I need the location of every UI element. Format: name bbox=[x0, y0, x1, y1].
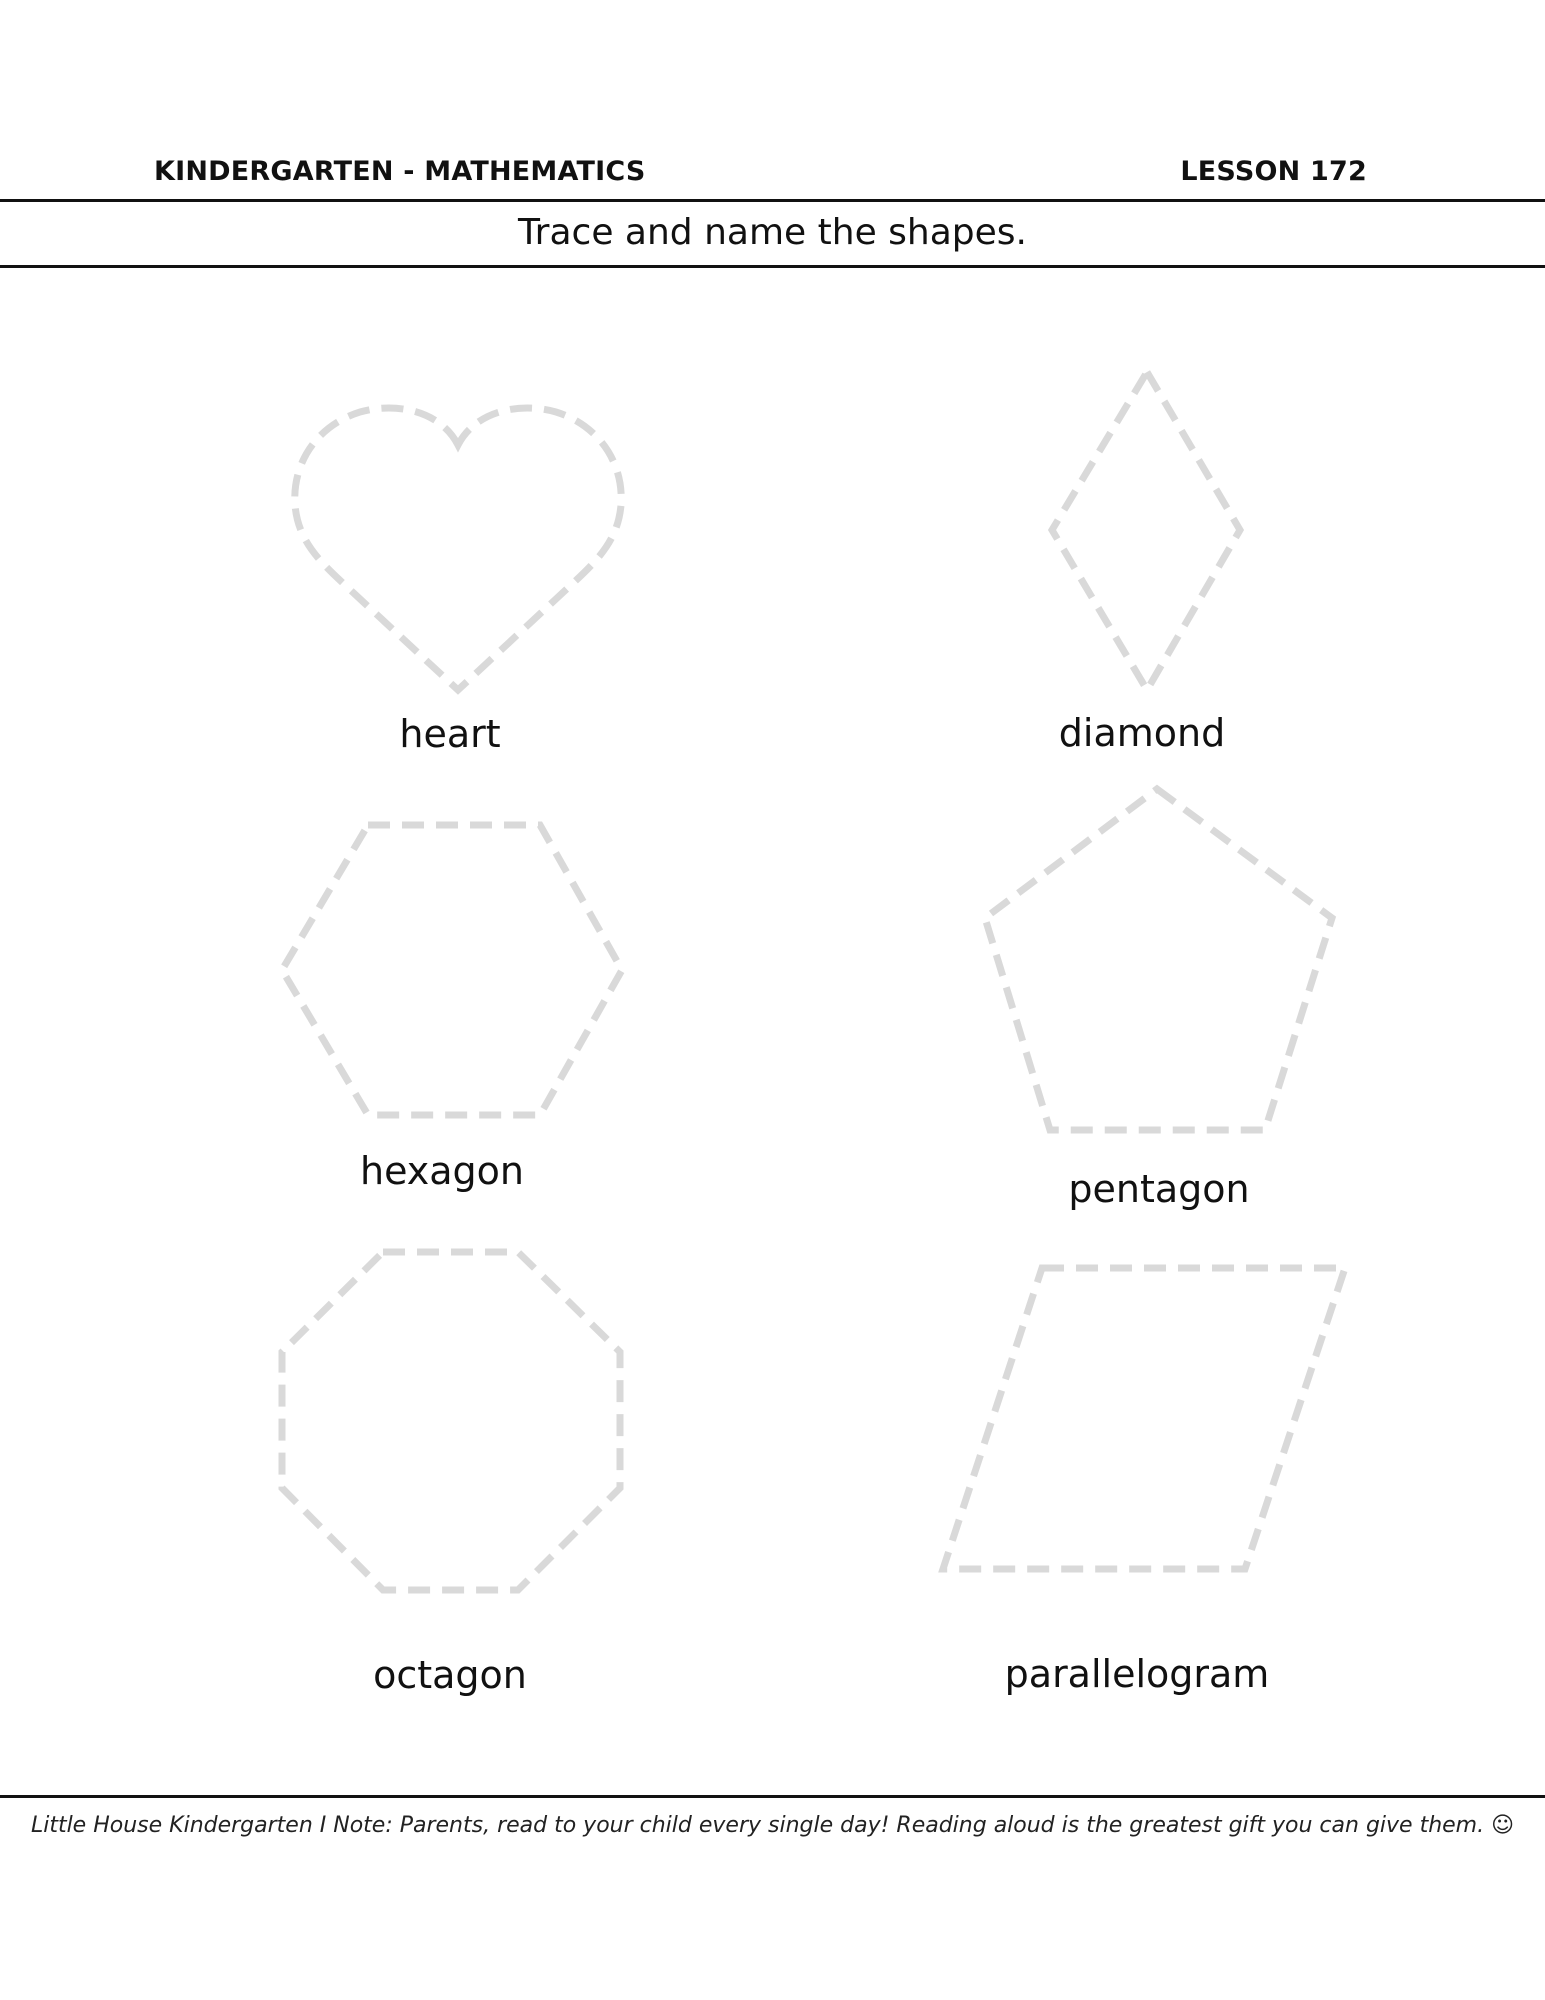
shape-label-parallelogram: parallelogram bbox=[1004, 1652, 1270, 1696]
shape-label-heart: heart bbox=[399, 712, 501, 756]
instructions: Trace and name the shapes. bbox=[517, 212, 1027, 253]
shape-label-hexagon: hexagon bbox=[359, 1149, 525, 1193]
footer-note: Little House Kindergarten I Note: Parents, read to your child every single day! Reading aloud is the greatest gift you can give them. ☺ bbox=[30, 1813, 1515, 1838]
diamond-tracing-icon bbox=[1052, 372, 1240, 690]
hexagon-tracing-icon bbox=[282, 825, 622, 1115]
lesson-number: LESSON 172 bbox=[1180, 156, 1367, 187]
heart-tracing-icon bbox=[295, 408, 621, 690]
shape-label-pentagon: pentagon bbox=[1068, 1167, 1250, 1211]
footer-rule bbox=[0, 1795, 1545, 1798]
pentagon-tracing-icon bbox=[985, 789, 1332, 1130]
worksheet-subject: KINDERGARTEN - MATHEMATICS bbox=[154, 156, 646, 187]
octagon-tracing-icon bbox=[282, 1252, 620, 1590]
parallelogram-tracing-icon bbox=[943, 1268, 1345, 1569]
shape-label-diamond: diamond bbox=[1058, 711, 1226, 755]
shape-label-octagon: octagon bbox=[373, 1653, 527, 1697]
